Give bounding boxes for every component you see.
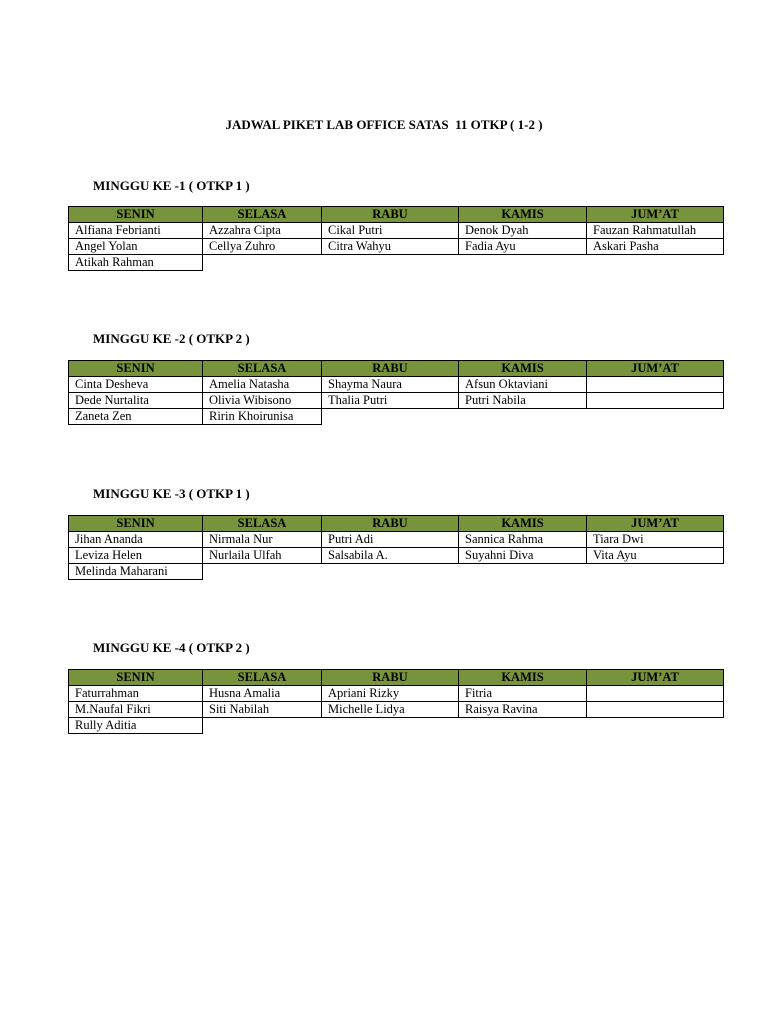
table-cell: Suyahni Diva [459, 548, 587, 564]
week-heading: MINGGU KE -1 ( OTKP 1 ) [93, 178, 250, 193]
empty-space [459, 564, 587, 580]
table-cell: Denok Dyah [459, 223, 587, 239]
column-header: SELASA [203, 207, 322, 223]
table-cell: Nirmala Nur [203, 532, 322, 548]
empty-space [459, 718, 587, 734]
table-cell: Siti Nabilah [203, 702, 322, 718]
table-cell: Faturrahman [69, 686, 203, 702]
table-cell: Olivia Wibisono [203, 393, 322, 409]
table-cell: Shayma Naura [322, 377, 459, 393]
empty-space [322, 718, 459, 734]
table-row [69, 377, 724, 393]
table-cell: Rully Aditia [69, 718, 203, 734]
column-header: RABU [322, 516, 459, 532]
table-cell: M.Naufal Fikri [69, 702, 203, 718]
week-heading: MINGGU KE -3 ( OTKP 1 ) [93, 486, 250, 501]
table-cell: Alfiana Febrianti [69, 223, 203, 239]
table-row [69, 532, 724, 548]
table-cell: Tiara Dwi [587, 532, 724, 548]
schedule-table [68, 669, 724, 734]
table-cell [587, 393, 724, 409]
table-cell: Vita Ayu [587, 548, 724, 564]
week-heading: MINGGU KE -4 ( OTKP 2 ) [93, 640, 250, 655]
column-header: KAMIS [459, 361, 587, 377]
column-header: RABU [322, 670, 459, 686]
table-cell: Fadia Ayu [459, 239, 587, 255]
empty-space [322, 564, 459, 580]
table-cell: Askari Pasha [587, 239, 724, 255]
table-row [69, 702, 724, 718]
table-cell: Michelle Lidya [322, 702, 459, 718]
table-row [69, 718, 724, 734]
column-header: JUM’AT [587, 207, 724, 223]
table-header-row [69, 207, 724, 223]
empty-space [587, 718, 724, 734]
table-row [69, 255, 724, 271]
column-header: JUM’AT [587, 516, 724, 532]
schedule-table [68, 206, 724, 271]
table-cell: Husna Amalia [203, 686, 322, 702]
table-cell: Angel Yolan [69, 239, 203, 255]
column-header: JUM’AT [587, 670, 724, 686]
table-cell: Putri Adi [322, 532, 459, 548]
empty-space [459, 409, 587, 425]
table-cell: Fauzan Rahmatullah [587, 223, 724, 239]
table-row [69, 548, 724, 564]
empty-space [322, 409, 459, 425]
empty-space [203, 718, 322, 734]
column-header: KAMIS [459, 516, 587, 532]
empty-space [322, 255, 459, 271]
column-header: SELASA [203, 361, 322, 377]
table-cell: Cellya Zuhro [203, 239, 322, 255]
column-header: RABU [322, 361, 459, 377]
table-cell: Dede Nurtalita [69, 393, 203, 409]
schedule-table [68, 515, 724, 580]
table-cell: Sannica Rahma [459, 532, 587, 548]
table-header-row [69, 361, 724, 377]
table-cell: Melinda Maharani [69, 564, 203, 580]
column-header: SELASA [203, 516, 322, 532]
table-cell: Nurlaila Ulfah [203, 548, 322, 564]
table-cell: Ririn Khoirunisa [203, 409, 322, 425]
table-cell: Apriani Rizky [322, 686, 459, 702]
column-header: SENIN [69, 516, 203, 532]
table-row [69, 409, 724, 425]
schedule-table [68, 360, 724, 425]
week-heading: MINGGU KE -2 ( OTKP 2 ) [93, 331, 250, 346]
column-header: KAMIS [459, 207, 587, 223]
empty-space [587, 564, 724, 580]
empty-space [203, 564, 322, 580]
table-cell: Zaneta Zen [69, 409, 203, 425]
column-header: SENIN [69, 207, 203, 223]
table-header-row [69, 670, 724, 686]
table-cell [587, 702, 724, 718]
table-cell: Raisya Ravina [459, 702, 587, 718]
table-cell: Leviza Helen [69, 548, 203, 564]
table-cell: Afsun Oktaviani [459, 377, 587, 393]
table-cell: Thalia Putri [322, 393, 459, 409]
page-title: JADWAL PIKET LAB OFFICE SATAS 11 OTKP ( 1-2 ) [225, 117, 543, 132]
table-row [69, 686, 724, 702]
table-cell: Azzahra Cipta [203, 223, 322, 239]
column-header: SELASA [203, 670, 322, 686]
table-cell: Jihan Ananda [69, 532, 203, 548]
empty-space [459, 255, 587, 271]
empty-space [587, 255, 724, 271]
table-row [69, 239, 724, 255]
table-cell: Amelia Natasha [203, 377, 322, 393]
table-cell: Citra Wahyu [322, 239, 459, 255]
table-header-row [69, 516, 724, 532]
column-header: JUM’AT [587, 361, 724, 377]
table-cell: Cinta Desheva [69, 377, 203, 393]
table-cell: Atikah Rahman [69, 255, 203, 271]
column-header: KAMIS [459, 670, 587, 686]
table-cell: Salsabila A. [322, 548, 459, 564]
column-header: RABU [322, 207, 459, 223]
table-cell: Putri Nabila [459, 393, 587, 409]
table-cell: Cikal Putri [322, 223, 459, 239]
column-header: SENIN [69, 670, 203, 686]
table-row [69, 564, 724, 580]
table-cell: Fitria [459, 686, 587, 702]
table-cell [587, 377, 724, 393]
table-row [69, 223, 724, 239]
empty-space [587, 409, 724, 425]
table-cell [587, 686, 724, 702]
empty-space [203, 255, 322, 271]
table-row [69, 393, 724, 409]
column-header: SENIN [69, 361, 203, 377]
